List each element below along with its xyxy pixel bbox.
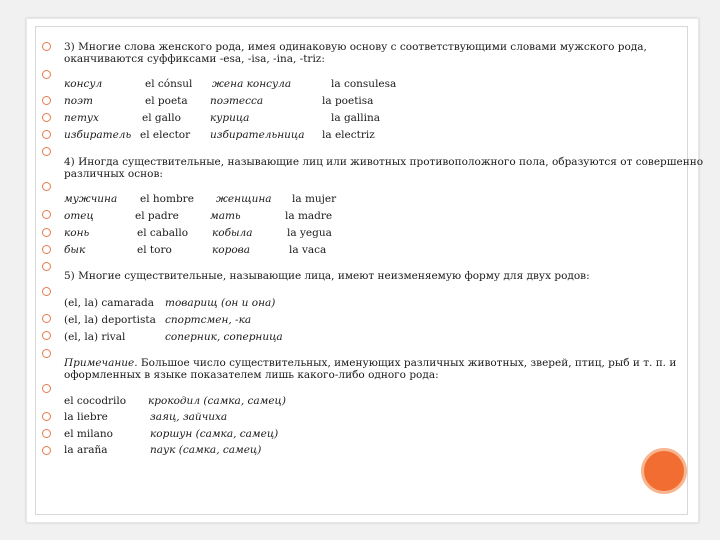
table-cell: товарищ (он и она) bbox=[165, 297, 276, 309]
table-cell: женщина bbox=[216, 193, 272, 205]
bullet-icon bbox=[42, 210, 51, 219]
table-cell: мать bbox=[210, 210, 241, 222]
table-cell: спортсмен, -ка bbox=[165, 314, 252, 326]
table-cell: el hombre bbox=[140, 193, 194, 205]
bullet-icon bbox=[42, 314, 51, 323]
bullet-icon bbox=[42, 182, 51, 191]
bullet-icon bbox=[42, 446, 51, 455]
table-cell: соперник, соперница bbox=[165, 331, 283, 343]
table-cell: la consulesa bbox=[331, 78, 397, 90]
table-cell: el milano bbox=[64, 428, 113, 440]
decorative-circle bbox=[641, 448, 687, 494]
bullet-icon bbox=[42, 262, 51, 271]
bullet-icon bbox=[42, 331, 51, 340]
table-cell: el cocodrilo bbox=[64, 395, 127, 407]
table-cell: избиратель bbox=[64, 129, 132, 141]
table-cell: la liebre bbox=[64, 411, 108, 423]
table-cell: петух bbox=[64, 112, 99, 124]
table-cell: консул bbox=[64, 78, 103, 90]
table-cell: конь bbox=[64, 227, 90, 239]
table-cell: заяц, зайчиха bbox=[150, 411, 228, 423]
note-text: Большое число существительных, именующих различных животных, зверей, птиц, рыб и т. п. и bbox=[137, 357, 677, 369]
note-line2: оформленных в языке показателем лишь какого-либо одного рода: bbox=[64, 369, 439, 381]
table-cell: корова bbox=[212, 244, 251, 256]
table-cell: la vaca bbox=[289, 244, 327, 256]
note-line1 bbox=[64, 357, 676, 369]
section4-heading-line2: различных основ: bbox=[64, 168, 163, 180]
table-cell: la poetisa bbox=[322, 95, 374, 107]
bullet-icon bbox=[42, 412, 51, 421]
bullet-icon bbox=[42, 130, 51, 139]
bullet-icon bbox=[42, 429, 51, 438]
table-cell: el elector bbox=[140, 129, 191, 141]
table-cell: el padre bbox=[135, 210, 179, 222]
table-cell: избирательница bbox=[210, 129, 305, 141]
table-cell: крокодил (самка, самец) bbox=[148, 395, 286, 407]
table-cell: la mujer bbox=[292, 193, 337, 205]
table-cell: el poeta bbox=[145, 95, 188, 107]
bullet-icon bbox=[42, 70, 51, 79]
table-cell: жена консула bbox=[212, 78, 292, 90]
bullet-icon bbox=[42, 113, 51, 122]
section4-heading-line1: 4) Иногда существительные, называющие лиц или животных противоположного пола, образуются от совершенно bbox=[64, 156, 704, 168]
bullet-icon bbox=[42, 42, 51, 51]
bullet-icon bbox=[42, 147, 51, 156]
table-cell: курица bbox=[210, 112, 250, 124]
section3-heading-line2: оканчиваются суффиксами -esa, -isa, -ina, -triz: bbox=[64, 53, 325, 65]
bullet-icon bbox=[42, 287, 51, 296]
table-cell: (el, la) camarada bbox=[64, 297, 155, 309]
table-cell: (el, la) deportista bbox=[64, 314, 156, 326]
bullet-icon bbox=[42, 245, 51, 254]
table-cell: el cónsul bbox=[145, 78, 193, 90]
table-cell: поэтесса bbox=[210, 95, 264, 107]
table-cell: паук (самка, самец) bbox=[150, 444, 262, 456]
table-cell: отец bbox=[64, 210, 94, 222]
table-cell: el toro bbox=[137, 244, 172, 256]
bullet-icon bbox=[42, 96, 51, 105]
table-cell: el gallo bbox=[142, 112, 181, 124]
table-cell: мужчина bbox=[64, 193, 118, 205]
table-cell: коршун (самка, самец) bbox=[150, 428, 279, 440]
bullet-icon bbox=[42, 384, 51, 393]
table-cell: (el, la) rival bbox=[64, 331, 126, 343]
table-cell: la electriz bbox=[322, 129, 375, 141]
table-cell: поэт bbox=[64, 95, 93, 107]
bullet-icon bbox=[42, 349, 51, 358]
note-label: Примечание. bbox=[64, 357, 138, 369]
table-cell: бык bbox=[64, 244, 86, 256]
table-cell: la araña bbox=[64, 444, 108, 456]
bullet-icon bbox=[42, 228, 51, 237]
table-cell: la gallina bbox=[331, 112, 381, 124]
section3-heading-line1: 3) Многие слова женского рода, имея одинаковую основу с соответствующими словами мужского рода, bbox=[64, 41, 647, 53]
section5-heading: 5) Многие существительные, называющие лица, имеют неизменяемую форму для двух родов: bbox=[64, 270, 590, 282]
table-cell: la madre bbox=[285, 210, 333, 222]
table-cell: el caballo bbox=[137, 227, 189, 239]
table-cell: la yegua bbox=[287, 227, 332, 239]
table-cell: кобыла bbox=[212, 227, 253, 239]
